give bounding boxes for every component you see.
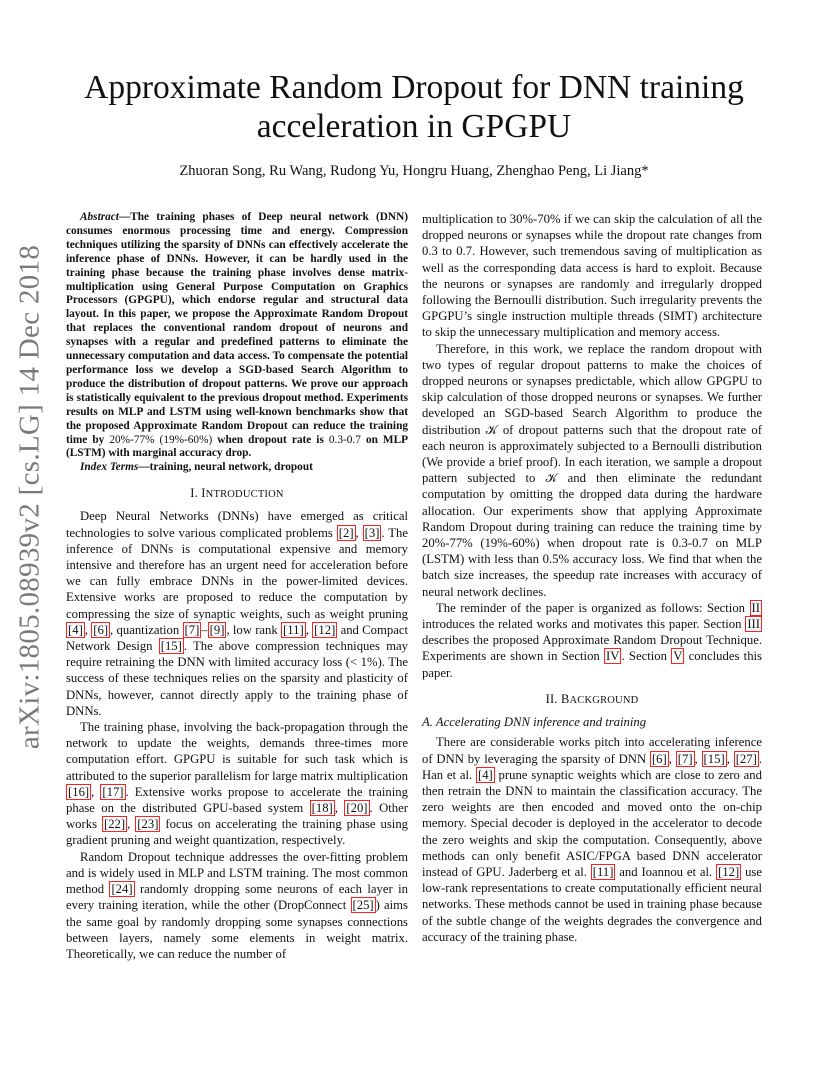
citation-link[interactable]: [22] <box>103 817 126 832</box>
citation-link[interactable]: [11] <box>592 864 614 879</box>
paper-title <box>60 68 768 146</box>
citation-link[interactable]: [25] <box>352 898 374 913</box>
citation-link[interactable]: III <box>747 617 760 632</box>
paragraph-text: The training phase, involving the back-propagation through the network to update the weights, demands three-times more computation effort. GPGPU is suitable for such task which is attributed to the superior parallelism for large matrix multiplication <box>66 720 408 783</box>
abstract <box>66 211 408 461</box>
citation-link[interactable]: [7] <box>184 622 200 637</box>
abstract-text-b: when dropout rate is <box>212 433 329 446</box>
paragraph-text: , <box>91 784 101 799</box>
title-line-2: acceleration in GPGPU <box>256 108 572 145</box>
paragraph-text: . Han et al. <box>422 751 762 782</box>
citation-link[interactable]: [3] <box>364 525 380 540</box>
paragraph-text: , <box>694 751 702 766</box>
citation-link[interactable]: [2] <box>338 525 354 540</box>
citation-link[interactable]: [15] <box>160 639 182 654</box>
left-column <box>66 211 408 962</box>
paragraph-text: introduces the related works and motivates this paper. Section <box>422 617 746 632</box>
paragraph-text: , <box>726 751 734 766</box>
section-heading-introduction: I. INTRODUCTION <box>190 486 284 501</box>
paragraph-text: – <box>201 622 208 637</box>
paragraph-text: , <box>355 525 363 540</box>
intro-paragraph-2 <box>66 719 408 849</box>
paragraph-text: describes the proposed Approximate Random Dropout Technique. Experiments are shown in Section <box>422 633 762 664</box>
abstract-label: Abstract <box>80 211 119 223</box>
intro-paragraph-1 <box>66 508 408 719</box>
paragraph-text: focus on accelerating the training phase using gradient pruning and weight quantization, respectively. <box>66 817 409 848</box>
citation-link[interactable]: [27] <box>735 751 757 766</box>
index-terms <box>66 461 408 475</box>
abstract-number-2: 0.3-0.7 <box>328 433 361 446</box>
paragraph-text: and Compact Network Design <box>66 622 408 654</box>
paragraph-text: . Section <box>621 649 672 664</box>
citation-link[interactable]: [11] <box>283 622 304 637</box>
paragraph-text: , <box>305 622 313 637</box>
paragraph-text: and Ioannou et al. <box>615 864 717 879</box>
paragraph-text: ) aims the same goal by randomly dropping some synapses connections between layers, namely some elements in weight matrix. Theoretically, we can reduce the number of <box>66 898 408 961</box>
index-terms-label: Index Terms <box>80 461 139 474</box>
paragraph-text: , low rank <box>226 622 282 637</box>
citation-link[interactable]: [16] <box>68 784 90 799</box>
right-paragraph-1: multiplication to 30%-70% if we can skip the calculation of all the dropped neurons or synapses while the dropout rate changes from 0.3 to 0.7. However, such tremendous saving of multiplication as well as the corresponding data access is hard to exploit. Because the neurons or synapses are randomly and irregularly dropped following the Bernoulli distribution. Such irregularity prevents the GPGPU’s single instruction multiple threads (SIMT) architecture to skip the unnecessary multiplication and memory access. <box>422 212 762 340</box>
citation-link[interactable]: [9] <box>209 622 225 637</box>
citation-link[interactable]: [4] <box>68 622 83 637</box>
citation-link[interactable]: [7] <box>677 751 693 766</box>
background-paragraph-1 <box>422 734 762 945</box>
paragraph-text: Random Dropout technique addresses the over-fitting problem and is widely used in MLP and LSTM training. The most common method <box>66 849 408 897</box>
paragraph-text: , <box>334 801 345 816</box>
subsection-heading: A. Accelerating DNN inference and training <box>422 715 647 730</box>
citation-link[interactable]: [12] <box>718 864 740 879</box>
paragraph-text: The reminder of the paper is organized as follows: Section <box>436 600 750 615</box>
citation-link[interactable]: [18] <box>311 801 333 816</box>
paragraph-text: , quantization <box>110 622 183 637</box>
right-column <box>422 211 762 945</box>
paragraph-text: . The inference of DNNs is computational expensive and memory intensive and therefore has an urgent need for acceleration before we can fully embrace DNNs in the power-limited devices. Extensive works are proposed to reduce the computation by compressing the size of synaptic weights, such as weight pruning <box>66 525 408 621</box>
paragraph-text: . Other works <box>66 801 408 832</box>
paragraph-text: , <box>127 817 136 832</box>
right-paragraph-2: Therefore, in this work, we replace the random dropout with two types of regular dropout patterns to make the choices of dropped neurons or synapses predictable, which allow GPGPU to skip calculation of those dropped neurons or synapses. We further developed an SGD-based Search Algorithm to produce the distribution 𝒦 of dropout patterns such that the dropout rate of each neuron is approximately subjected to a Bernoulli distribution (We provide a brief proof). In each iteration, we sample a dropout pattern subjected to 𝒦 and then eliminate the redundant computation by omitting the dropped data during the hardware allocation. Our experiments show that applying Approximate Random Dropout during training can reduce the training time by 20%-77% (19%-60%) when dropout rate is 0.3-0.7 on MLP (LSTM) with less than 0.5% accuracy loss. We find that when the batch size increases, the speedup rate increases with accuracy of neural network declines. <box>422 341 762 599</box>
paragraph-text: prune synaptic weights which are close to zero and then retrain the DNN to maintain the classification accuracy. The zero weights are then encoded and moved onto the on-chip memory. Special decoder is deployed in the accelerator to decode the zero weights and skip the computation. Consequently, above methods can only benefit ASIC/FPGA based DNN accelerator instead of GPU. Jaderberg et al. <box>422 767 762 879</box>
paragraph-text: , <box>668 751 676 766</box>
citation-link[interactable]: [17] <box>102 784 124 799</box>
citation-link[interactable]: [6] <box>93 622 109 637</box>
intro-paragraph-3 <box>66 849 408 962</box>
citation-link[interactable]: [12] <box>314 622 336 637</box>
paragraph-text: Deep Neural Networks (DNNs) have emerged as critical technologies to solve various complicated problems <box>66 509 408 540</box>
citation-link[interactable]: [15] <box>703 751 725 766</box>
arxiv-identifier: arXiv:1805.08939v2 [cs.LG] 14 Dec 2018 <box>13 244 46 750</box>
citation-link[interactable]: IV <box>606 649 620 664</box>
citation-link[interactable]: II <box>751 600 760 615</box>
citation-link[interactable]: [4] <box>477 767 493 782</box>
title-line-1: Approximate Random Dropout for DNN training <box>84 69 744 106</box>
abstract-number: 20%-77% (19%-60%) <box>109 433 213 446</box>
paragraph-text: use low-rank representations to create computationally efficient neural networks. These methods cannot be used in training phase because of the subtle change of the weights degrades the convergence and accuracy of the training phase. <box>422 864 762 944</box>
paragraph-text: concludes this paper. <box>422 649 762 680</box>
citation-link[interactable]: [24] <box>111 882 133 897</box>
index-terms-text: —training, neural network, dropout <box>138 461 313 474</box>
author-list: Zhuoran Song, Ru Wang, Rudong Yu, Hongru Huang, Zhenghao Peng, Li Jiang* <box>179 163 649 179</box>
citation-link[interactable]: [23] <box>137 817 159 832</box>
paragraph-text: . The above compression techniques may require retraining the DNN with limited accuracy loss (< 1%). The success of these techniques relies on the sparsity and plasticity of DNNs, however, cannot directly apply to the training phase of DNNs. <box>66 639 408 718</box>
citation-link[interactable]: [6] <box>651 751 667 766</box>
paragraph-text: . Extensive works propose to accelerate the training phase on the distributed GPU-based system <box>66 784 408 816</box>
citation-link[interactable]: V <box>673 649 683 664</box>
right-paragraph-3 <box>422 600 762 681</box>
paragraph-text: There are considerable works pitch into accelerating inference of DNN by leveraging the sparsity of DNN <box>422 735 762 766</box>
citation-link[interactable]: [20] <box>346 801 368 816</box>
section-heading-background: II. BACKGROUND <box>545 691 639 706</box>
abstract-text-c: on MLP (LSTM) with marginal accuracy drop. <box>66 433 409 460</box>
paragraph-text: , <box>84 622 92 637</box>
abstract-text: —The training phases of Deep neural network (DNN) consumes enormous processing time and energy. Compression techniques utilizing the sparsity of DNNs can effectively accelerate the inference phase of DNNs. However, it can be hardly used in the training phase because the training phase involves dense matrix-multiplication using General Purpose Computation on Graphics Processors (GPGPU), which endorse regular and structural data layout. In this paper, we propose the Approximate Random Dropout that replaces the conventional random dropout of neurons and synapses with a regular and predefined patterns to eliminate the unnecessary computation and data access. To compensate the potential performance loss we develop a SGD-based Search Algorithm to produce the distribution of dropout patterns. We prove our approach is statistically equivalent to the previous dropout method. Experiments results on MLP and LSTM using well-known benchmarks show that the proposed Approximate Random Dropout can reduce the training time by <box>66 211 408 446</box>
paragraph-text: randomly dropping some neurons of each layer in every training iteration, while the other (DropConnect <box>66 882 408 913</box>
